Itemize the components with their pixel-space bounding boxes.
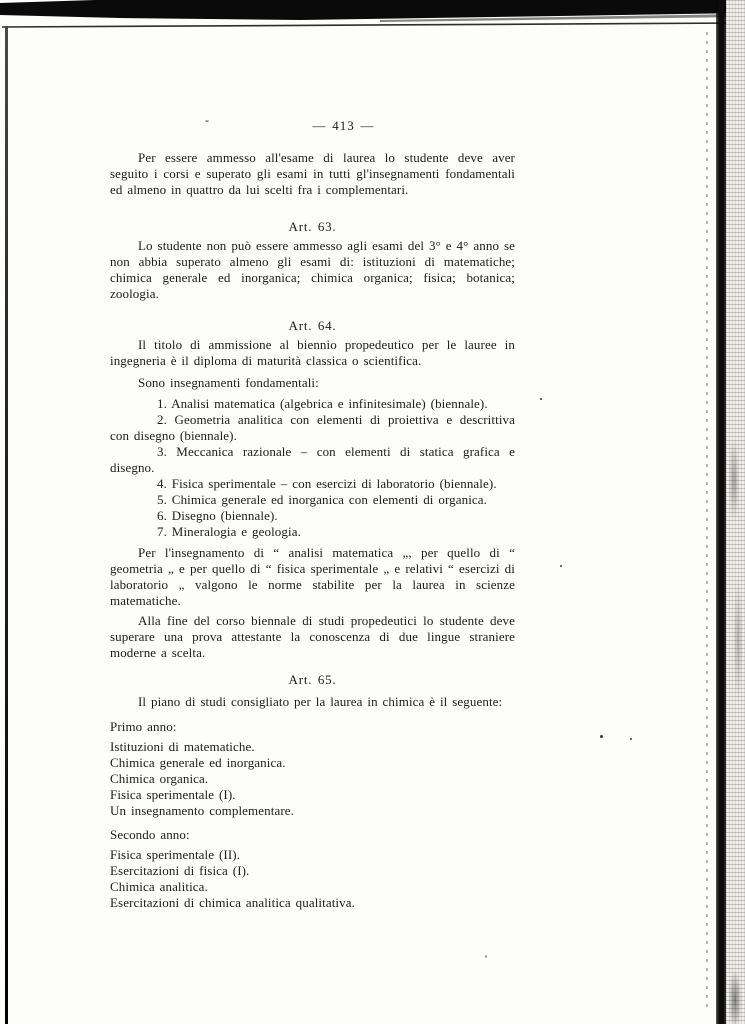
- article-64-paragraph-2: Sono insegnamenti fondamentali:: [138, 375, 319, 390]
- scan-stitch-dotted-line: [706, 32, 708, 1012]
- fundamental-subject-item: 4. Fisica sperimentale – con esercizi di laboratorio (biennale).: [157, 476, 497, 491]
- page-content: [110, 113, 515, 911]
- article-63-heading: Art. 63.: [288, 219, 337, 234]
- scan-speck: [600, 735, 603, 738]
- second-year-course: Esercitazioni di chimica analitica qualitativa.: [110, 895, 355, 910]
- first-year-course: Chimica organica.: [110, 771, 209, 786]
- scan-speck: [560, 565, 562, 567]
- scan-top-band-shape: [0, 0, 745, 30]
- fundamental-subject-item: 1. Analisi matematica (algebrica e infinitesimale) (biennale).: [157, 396, 488, 411]
- scan-right-page-edges-texture: [726, 0, 745, 1024]
- scan-top-black-band: [0, 0, 745, 30]
- article-64-paragraph-3: Per l'insegnamento di “ analisi matematica „, per quello di “ geometria „ e per quello di “ fisica sperimentale „ e relativi “ esercizi di laboratorio „ valgono le norme stabilite per la laurea in scienze matematiche.: [110, 545, 515, 608]
- second-year-course: Chimica analitica.: [110, 879, 208, 894]
- fundamental-subject-item: 3. Meccanica razionale – con elementi di statica grafica e disegno.: [110, 444, 515, 475]
- scan-speck: [540, 398, 542, 400]
- second-year-course: Fisica sperimentale (II).: [110, 847, 241, 862]
- first-year-course: Un insegnamento complementare.: [110, 803, 294, 818]
- second-year-course: Esercitazioni di fisica (I).: [110, 863, 250, 878]
- intro-paragraph: Per essere ammesso all'esame di laurea lo studente deve aver seguito i corsi e superato gli esami in tutti gl'insegnamenti fondamentali ed almeno in quattro da lui scelti fra i complementari.: [110, 150, 515, 197]
- first-year-label: Primo anno:: [110, 719, 177, 734]
- scan-speck: [485, 955, 487, 958]
- first-year-course: Chimica generale ed inorganica.: [110, 755, 286, 770]
- fundamental-subject-item: 2. Geometria analitica con elementi di proiettiva e descrittiva con disegno (biennale).: [110, 412, 515, 443]
- scan-speck: [630, 738, 632, 740]
- second-year-label: Secondo anno:: [110, 827, 190, 842]
- page-header: [110, 113, 515, 134]
- article-65-heading: Art. 65.: [288, 672, 337, 687]
- page-number: — 413 —: [312, 118, 375, 133]
- fundamental-subject-item: 5. Chimica generale ed inorganica con elementi di organica.: [157, 492, 488, 507]
- article-65-paragraph-1: Il piano di studi consigliato per la laurea in chimica è il seguente:: [138, 694, 503, 709]
- first-year-course: Istituzioni di matematiche.: [110, 739, 255, 754]
- first-year-course: Fisica sperimentale (I).: [110, 787, 236, 802]
- scan-left-edge-line: [5, 26, 8, 1024]
- fundamental-subject-item: 6. Disegno (biennale).: [157, 508, 278, 523]
- article-64-paragraph-4: Alla fine del corso biennale di studi propedeutici lo studente deve superare una prova attestante la conoscenza di due lingue straniere moderne a scelta.: [110, 613, 515, 660]
- article-64-paragraph-1: Il titolo di ammissione al biennio propedeutico per le lauree in ingegneria è il diploma di maturità classica o scientifica.: [110, 337, 515, 368]
- fundamental-subject-item: 7. Mineralogia e geologia.: [157, 524, 301, 539]
- article-63-body: Lo studente non può essere ammesso agli esami del 3° e 4° anno se non abbia superato almeno gli esami di: istituzioni di matematiche; chimica generale ed inorganica; chimica organica; fisica; botanica; zoologia.: [110, 238, 515, 301]
- scan-right-spine-band: [716, 0, 726, 1024]
- scan-stray-dash: -: [205, 113, 210, 127]
- article-64-heading: Art. 64.: [288, 318, 337, 333]
